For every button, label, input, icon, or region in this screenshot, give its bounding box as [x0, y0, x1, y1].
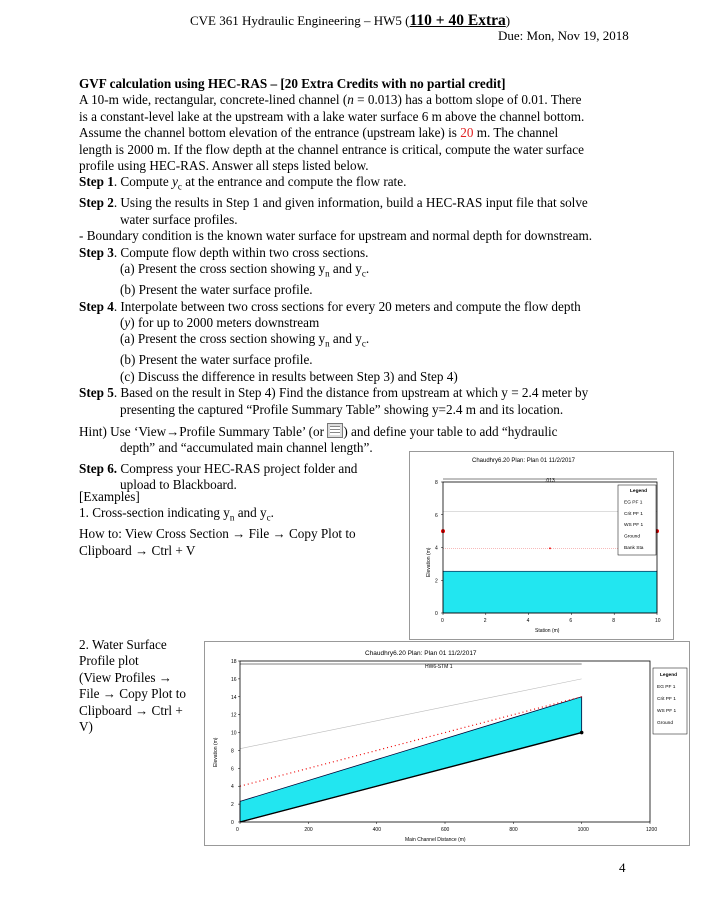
legend-entry: Crit PF 1	[657, 697, 676, 702]
extra-credit: 110 + 40 Extra	[409, 12, 506, 29]
step-5: Step 5. Based on the result in Step 4) Find the distance from upstream at which y = 2.4 meter by	[79, 385, 589, 401]
x-tick-label: 1200	[646, 827, 658, 833]
profile-figure	[204, 641, 690, 846]
chart-title: Chaudhry6.20 Plan: Plan 01 11/2/2017	[365, 650, 477, 657]
x-tick-label: 0	[441, 618, 444, 624]
x-tick-label: 8	[612, 618, 615, 624]
step-2: Step 2. Using the results in Step 1 and given information, build a HEC-RAS input file that solve	[79, 195, 588, 211]
profile-chart	[205, 642, 689, 845]
legend-entry: Ground	[657, 721, 673, 726]
legend-box	[618, 485, 656, 555]
x-tick-label: 6	[569, 618, 573, 624]
x-tick-label: 4	[526, 618, 530, 624]
y-tick-label: 2	[231, 802, 234, 809]
due-date: Due: Mon, Nov 19, 2018	[498, 28, 629, 43]
y-tick-label: 8	[435, 480, 438, 486]
legend-entry: Legend	[660, 673, 678, 678]
step-4: Step 4. Interpolate between two cross sections for every 20 meters and compute the flow depth	[79, 298, 581, 314]
step-6: Step 6. Compress your HEC-RAS project folder and	[79, 460, 358, 476]
x-tick-label: 1000	[577, 827, 589, 833]
cross-section-chart	[410, 452, 673, 639]
page-number: 4	[619, 860, 626, 875]
chart-title: Chaudhry6.20 Plan: Plan 01 11/2/2017	[472, 458, 575, 464]
step-3: Step 3. Compute flow depth within two cross sections.	[79, 244, 369, 260]
header-course: CVE 361 Hydraulic Engineering – HW5 (110 + 40 Extra)	[190, 12, 511, 29]
y-tick-label: 0	[231, 820, 234, 826]
y-tick-label: 8	[231, 748, 234, 755]
x-tick-label: 600	[441, 827, 450, 833]
legend-entry: Crit PF 1	[624, 511, 643, 517]
y-tick-label: 0	[435, 611, 438, 617]
examples-text: [Examples] 1. Cross-section indicating $y_n$ and $y_c$. How to: View Cross Section → File → Copy Plot to Clipboard → Ctrl + V	[79, 489, 356, 558]
y-tick-label: 18	[231, 659, 237, 665]
y-tick-label: 10	[231, 730, 237, 737]
hint: Hint) Use ‘View→Profile Summary Table’ (or ) and define your table to add “hydraulic	[79, 424, 558, 440]
x-axis-label: Station (m)	[535, 628, 560, 634]
legend-entry: Ground	[624, 534, 640, 540]
y-tick-label: 2	[435, 578, 438, 585]
legend-entry: Legend	[630, 489, 648, 494]
legend-entry: WS PF 1	[624, 523, 644, 529]
x-tick-label: 10	[655, 618, 661, 624]
legend-entry: EG PF 1	[657, 685, 676, 690]
x-tick-label: 0	[236, 827, 239, 833]
cross-section-figure	[409, 451, 674, 640]
critical-marker	[549, 547, 551, 549]
x-tick-label: 800	[509, 827, 518, 833]
examples-text-2: 2. Water Surface Profile plot (View Profiles → File → Copy Plot to Clipboard → Ctrl + V)	[79, 637, 186, 735]
y-tick-label: 12	[231, 712, 237, 719]
series-label: HW6-STM 1	[425, 664, 453, 670]
y-tick-label: 4	[435, 545, 438, 552]
legend-entry: WS PF 1	[657, 709, 677, 714]
y-tick-label: 6	[435, 512, 438, 519]
elevation-value: 20	[460, 125, 474, 141]
ground-line	[240, 733, 582, 822]
y-tick-label: 6	[231, 766, 234, 773]
y-tick-label: 14	[231, 694, 237, 701]
y-tick-label: 16	[231, 676, 237, 683]
legend-entry: Bank Sta	[624, 546, 644, 551]
x-tick-label: 2	[483, 618, 487, 624]
step-1: Step 1. Compute $y_c$ at the entrance and compute the flow rate.	[79, 174, 407, 193]
y-axis-label: Elevation (m)	[213, 737, 219, 767]
water-area	[443, 571, 657, 613]
y-tick-label: 4	[231, 784, 234, 791]
x-tick-label: 400	[372, 827, 382, 833]
y-axis-label: Elevation (m)	[426, 547, 432, 577]
legend-entry: EG PF 1	[624, 500, 643, 506]
table-icon	[327, 423, 343, 438]
x-tick-label: 200	[304, 827, 313, 833]
problem-title: GVF calculation using HEC-RAS – [20 Extra Credits with no partial credit]	[79, 76, 506, 91]
ground-end-marker	[580, 731, 584, 735]
problem-text: GVF calculation using HEC-RAS – [20 Extra Credits with no partial credit] A 10-m wide, rectangular, concrete-lined channel (n = 0.013) has a bottom slope of 0.01. There is a constant-level lake at the upstream with a lake water surface 6 m above the channel bottom. Assume the channel bottom elevation of the entrance (upstream lake) is 20 m. The channel length is 2000 m. If the flow depth at the channel entrance is critical, compute the water surface profile using HEC-RAS. Answer all steps listed below. Step 1. Compute $y_c$ at the entrance and compute the flow rate. Step 2. Using the results in Step 1 and given information, build a HEC-RAS input file that solve water surface profiles. - Boundary condition is the known water surface for upstream and normal depth for downstream. Step 3. Compute flow depth within two cross sections. (a) Present the cross section showing $y_n$ and $y_c$. (b) Present the water surface profile. Step 4. Interpolate between two cross sections for every 20 meters and compute the flow depth (y) for up to 2000 meters downstream (a) Present the cross section showing $y_n$ and $y_c$. (b) Present the water surface profile. (c) Discuss the difference in results between Step 3) and Step 4) Step 5. Based on the result in Step 4) Find the distance from upstream at which y = 2.4 meter by presenting the captured “Profile Summary Table” showing y=2.4 m and its location. Hint) Use ‘View→Profile Summary Table’ (or ) and define your table to add “hydraulic depth” and “accumulated main channel length”. Step 6. Compress your HEC-RAS project folder and upload to Blackboard.	[79, 76, 593, 493]
water-area	[240, 697, 582, 822]
x-axis-label: Main Channel Distance (m)	[405, 837, 466, 843]
roughness-label: .013	[545, 478, 555, 484]
